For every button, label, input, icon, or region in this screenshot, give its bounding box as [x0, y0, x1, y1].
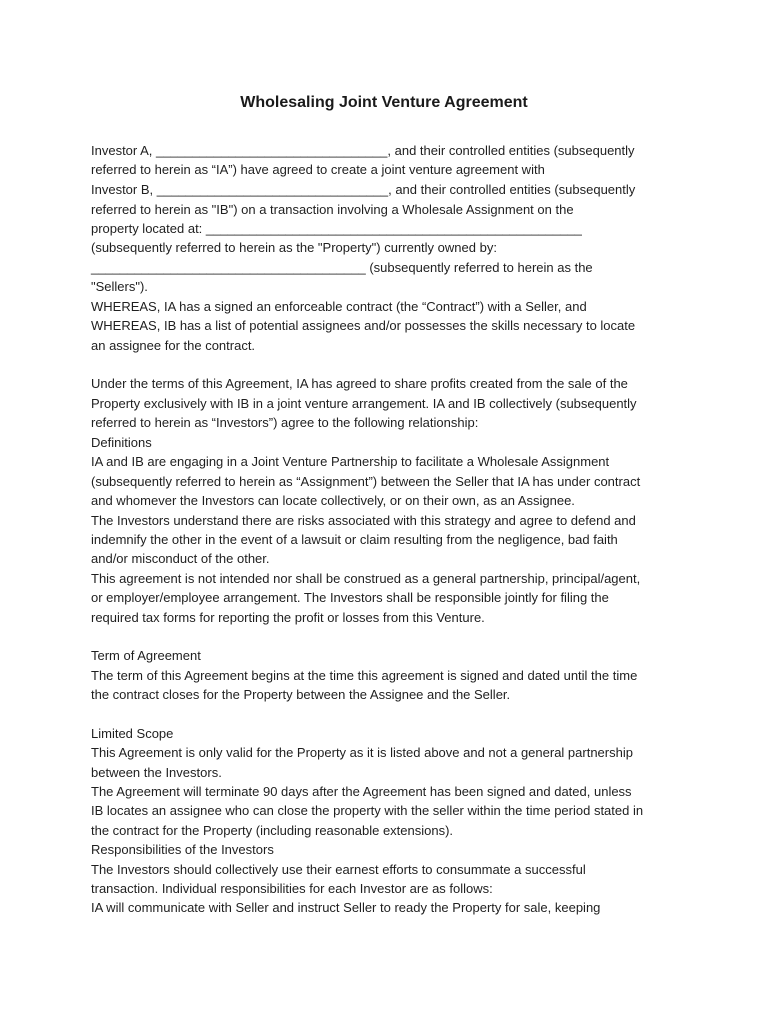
body-line: referred to herein as "IB") on a transaction involving a Wholesale Assignment on the	[91, 202, 574, 217]
body-line: This agreement is not intended nor shall be construed as a general partnership, principal/agent,	[91, 571, 641, 586]
body-line: Property exclusively with IB in a joint venture arrangement. IA and IB collectively (subsequently	[91, 396, 637, 411]
section-heading: Responsibilities of the Investors	[91, 842, 274, 857]
body-line: The Agreement will terminate 90 days after the Agreement has been signed and dated, unless	[91, 784, 632, 799]
body-line: the contract for the Property (including reasonable extensions).	[91, 823, 454, 838]
body-line: an assignee for the contract.	[91, 338, 256, 353]
body-line: WHEREAS, IB has a list of potential assignees and/or possesses the skills necessary to locate	[91, 318, 636, 333]
body-line: IA will communicate with Seller and instruct Seller to ready the Property for sale, keeping	[91, 900, 601, 915]
body-line: The Investors understand there are risks associated with this strategy and agree to defend and	[91, 513, 636, 528]
body-line: indemnify the other in the event of a lawsuit or claim resulting from the negligence, bad faith	[91, 532, 618, 547]
body-line: property located at: ____________________________________________________	[91, 221, 582, 236]
section-heading: Definitions	[91, 435, 152, 450]
body-line: transaction. Individual responsibilities for each Investor are as follows:	[91, 881, 493, 896]
body-line: between the Investors.	[91, 765, 222, 780]
body-line: ______________________________________ (subsequently referred to herein as the	[91, 260, 593, 275]
body-line: "Sellers").	[91, 279, 148, 294]
body-line: IA and IB are engaging in a Joint Venture Partnership to facilitate a Wholesale Assignment	[91, 454, 610, 469]
body-line: or employer/employee arrangement. The Investors shall be responsible jointly for filing the	[91, 590, 609, 605]
body-line: Under the terms of this Agreement, IA has agreed to share profits created from the sale of the	[91, 376, 628, 391]
body-line: required tax forms for reporting the profit or losses from this Venture.	[91, 610, 485, 625]
body-line: referred to herein as “IA”) have agreed to create a joint venture agreement with	[91, 162, 545, 177]
body-line: Investor A, ________________________________, and their controlled entities (subsequently	[91, 143, 635, 158]
body-line: WHEREAS, IA has a signed an enforceable contract (the “Contract”) with a Seller, and	[91, 299, 587, 314]
body-line: (subsequently referred to herein as “Assignment”) between the Seller that IA has under contract	[91, 474, 641, 489]
body-line: IB locates an assignee who can close the property with the seller within the time period stated in	[91, 803, 644, 818]
section-heading: Limited Scope	[91, 726, 174, 741]
body-line: referred to herein as “Investors”) agree to the following relationship:	[91, 415, 479, 430]
body-line: (subsequently referred to herein as the "Property") currently owned by:	[91, 240, 497, 255]
body-line: This Agreement is only valid for the Property as it is listed above and not a general partnership	[91, 745, 633, 760]
body-line: The Investors should collectively use their earnest efforts to consummate a successful	[91, 862, 586, 877]
body-line: the contract closes for the Property between the Assignee and the Seller.	[91, 687, 511, 702]
document-title: Wholesaling Joint Venture Agreement	[240, 94, 528, 111]
body-line: Investor B, ________________________________, and their controlled entities (subsequently	[91, 182, 636, 197]
body-line: and whomever the Investors can locate collectively, or on their own, as an Assignee.	[91, 493, 575, 508]
body-line: and/or misconduct of the other.	[91, 551, 270, 566]
body-line: The term of this Agreement begins at the time this agreement is signed and dated until the time	[91, 668, 638, 683]
section-heading: Term of Agreement	[91, 648, 201, 663]
